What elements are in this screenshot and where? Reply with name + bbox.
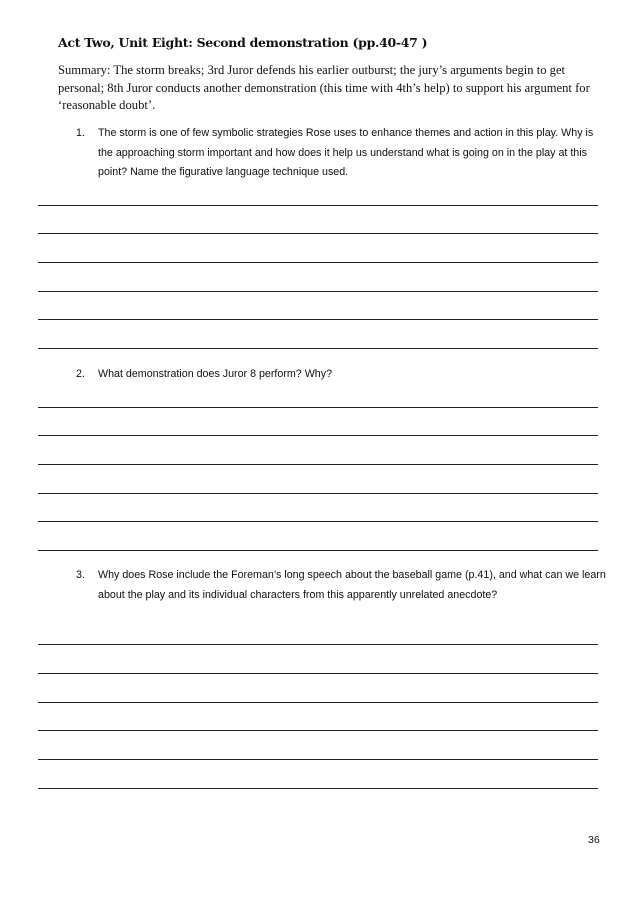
question-3 bbox=[76, 566, 606, 605]
question-text: The storm is one of few symbolic strategies Rose uses to enhance themes and action in this play. Why is the approaching storm important and how does it help us understand what is going on in the play at this point? Name the figurative language technique used. bbox=[98, 127, 594, 179]
answer-line[interactable] bbox=[38, 291, 598, 292]
answer-line[interactable] bbox=[38, 262, 598, 263]
question-2 bbox=[76, 365, 606, 385]
unit-summary: Summary: The storm breaks; 3rd Juror defends his earlier outburst; the jury’s arguments begin to get personal; 8th Juror conducts another demonstration (this time with 4th’s help) to support his argument for ‘reasonable doubt’. bbox=[58, 63, 590, 113]
answer-line[interactable] bbox=[38, 493, 598, 494]
answer-line[interactable] bbox=[38, 550, 598, 551]
answer-line[interactable] bbox=[38, 788, 598, 789]
answer-line[interactable] bbox=[38, 464, 598, 465]
answer-line[interactable] bbox=[38, 644, 598, 645]
answer-line[interactable] bbox=[38, 233, 598, 234]
question-text: What demonstration does Juror 8 perform? Why? bbox=[98, 368, 333, 380]
answer-line[interactable] bbox=[38, 435, 598, 436]
answer-line[interactable] bbox=[38, 407, 598, 408]
question-number: 2. bbox=[76, 368, 85, 380]
answer-line[interactable] bbox=[38, 348, 598, 349]
answer-line[interactable] bbox=[38, 759, 598, 760]
question-number: 3. bbox=[76, 569, 85, 581]
question-number: 1. bbox=[76, 127, 85, 139]
answer-line[interactable] bbox=[38, 521, 598, 522]
answer-line[interactable] bbox=[38, 702, 598, 703]
answer-line[interactable] bbox=[38, 205, 598, 206]
answer-line[interactable] bbox=[38, 673, 598, 674]
unit-title: Act Two, Unit Eight: Second demonstration (pp.40-47 ) bbox=[58, 35, 428, 50]
answer-line[interactable] bbox=[38, 319, 598, 320]
question-text: Why does Rose include the Foreman’s long speech about the baseball game (p.41), and what can we learn about the play and its individual characters from this apparently unrelated anecdote? bbox=[98, 569, 606, 601]
page-number: 36 bbox=[588, 834, 600, 846]
answer-line[interactable] bbox=[38, 730, 598, 731]
question-1 bbox=[76, 124, 606, 183]
